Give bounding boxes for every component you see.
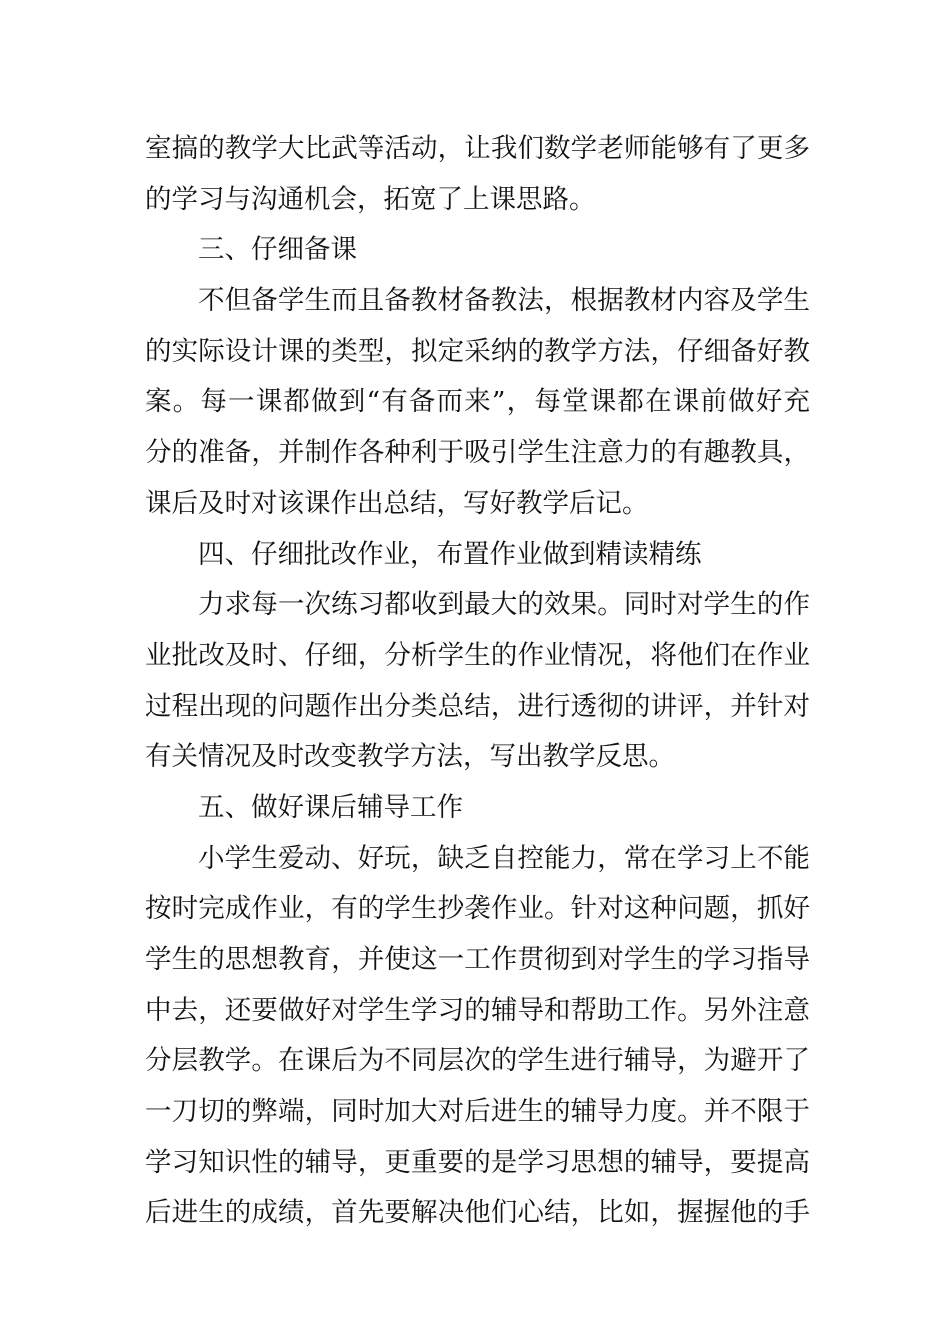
text-line: 按时完成作业，有的学生抄袭作业。针对这种问题，抓好 bbox=[145, 893, 810, 925]
document-body bbox=[145, 124, 810, 1239]
text-line: 分层教学。在课后为不同层次的学生进行辅导，为避开了 bbox=[145, 1045, 810, 1077]
text-line: 学生的思想教育，并使这一工作贯彻到对学生的学习指导 bbox=[145, 944, 810, 975]
text-line: 学习知识性的辅导，更重要的是学习思想的辅导，要提高 bbox=[145, 1146, 810, 1178]
text-line: 力求每一次练习都收到最大的效果。同时对学生的作 bbox=[198, 589, 810, 621]
text-line: 一刀切的弊端，同时加大对后进生的辅导力度。并不限于 bbox=[145, 1096, 810, 1128]
text-line: 后进生的成绩，首先要解决他们心结，比如，握握他的手 bbox=[145, 1197, 810, 1229]
text-line: 案。每一课都做到“有备而来”，每堂课都在课前做好充 bbox=[145, 386, 810, 418]
text-line: 的学习与沟通机会，拓宽了上课思路。 bbox=[145, 183, 596, 215]
section-heading: 四、仔细批改作业，布置作业做到精读精练 bbox=[198, 538, 702, 570]
text-line: 不但备学生而且备教材备教法，根据教材内容及学生 bbox=[198, 285, 810, 317]
text-line: 有关情况及时改变教学方法，写出教学反思。 bbox=[145, 741, 675, 773]
text-line: 小学生爱动、好玩，缺乏自控能力，常在学习上不能 bbox=[198, 842, 810, 874]
text-line: 业批改及时、仔细，分析学生的作业情况，将他们在作业 bbox=[145, 639, 810, 671]
text-line: 课后及时对该课作出总结，写好教学后记。 bbox=[145, 487, 649, 519]
section-heading: 三、仔细备课 bbox=[198, 234, 357, 266]
text-line: 过程出现的问题作出分类总结，进行透彻的讲评，并针对 bbox=[145, 690, 810, 722]
section-heading: 五、做好课后辅导工作 bbox=[198, 791, 463, 823]
text-line: 室搞的教学大比武等活动，让我们数学老师能够有了更多 bbox=[145, 133, 810, 164]
text-line: 的实际设计课的类型，拟定采纳的教学方法，仔细备好教 bbox=[145, 335, 810, 367]
text-line: 分的准备，并制作各种利于吸引学生注意力的有趣教具， bbox=[145, 437, 810, 469]
text-line: 中去，还要做好对学生学习的辅导和帮助工作。另外注意 bbox=[145, 994, 810, 1026]
